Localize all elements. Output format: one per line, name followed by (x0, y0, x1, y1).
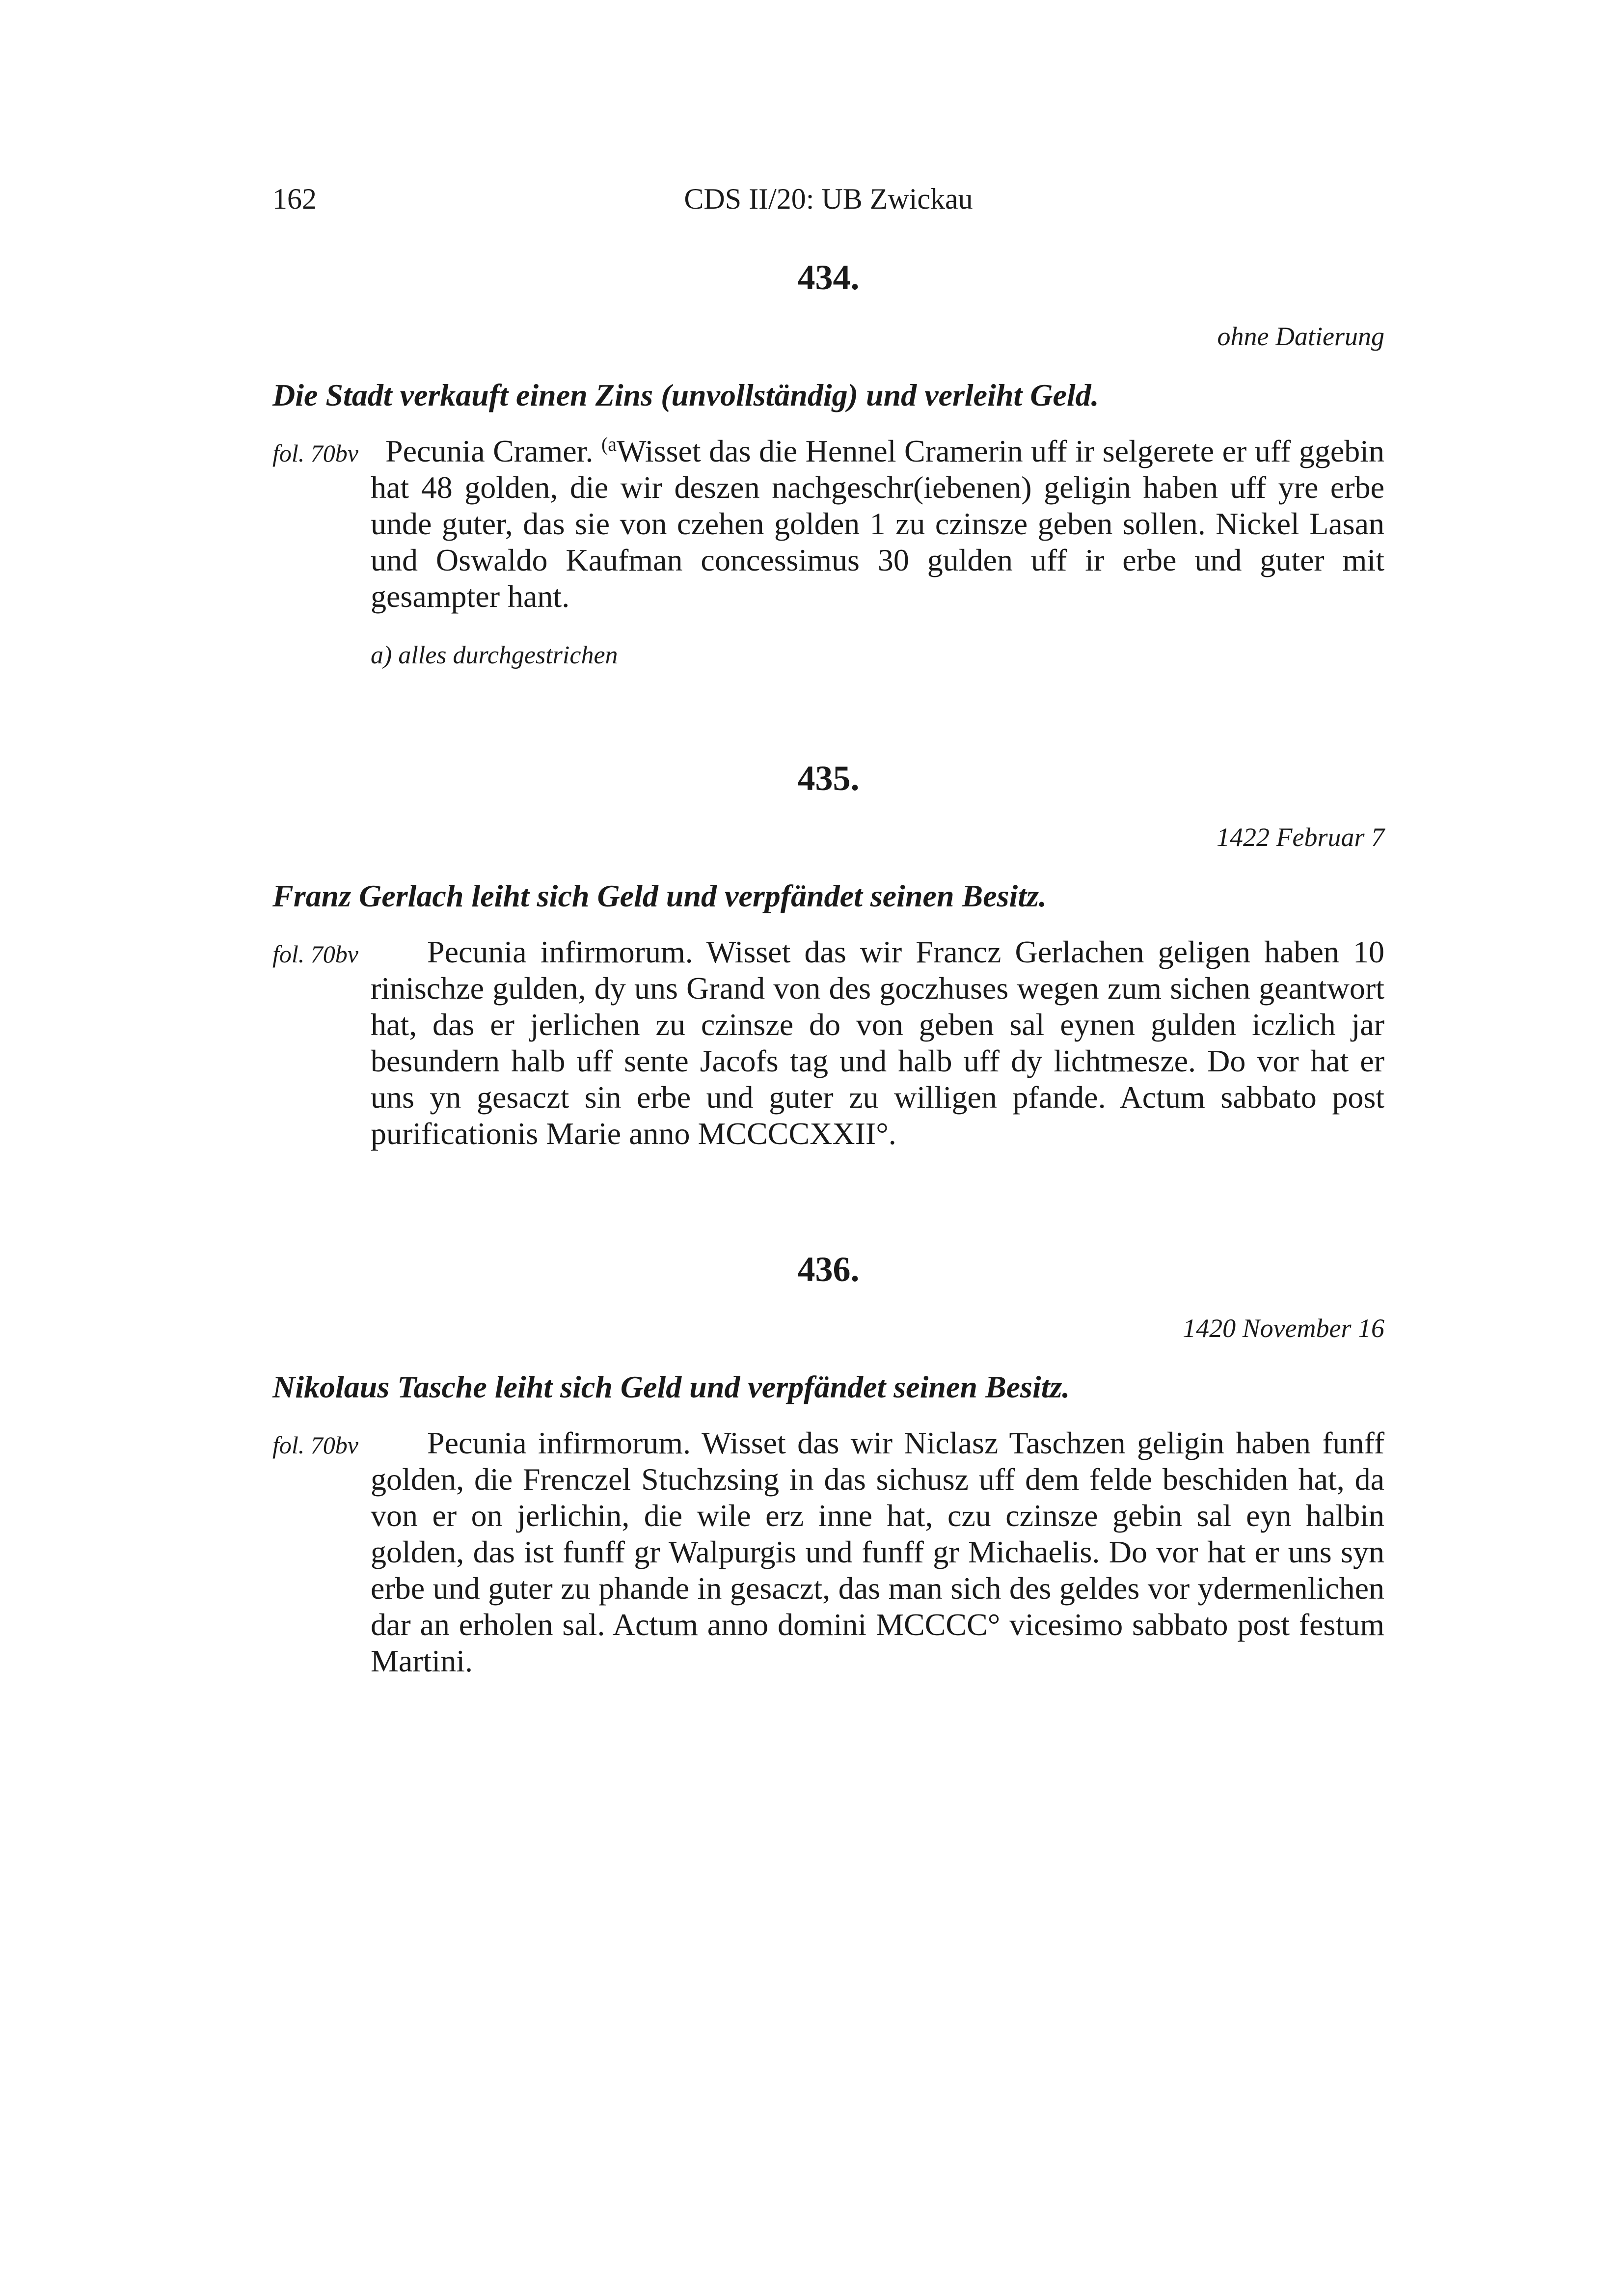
page-number: 162 (272, 183, 317, 215)
document-number: 434. (797, 258, 860, 297)
running-title: CDS II/20: UB Zwickau (684, 183, 973, 215)
folio-reference: fol. 70bv (272, 940, 358, 968)
document-main-text: Pecunia infirmorum. Wisset das wir Niclasz Taschzen geligin haben funff golden, die Frenczel Stuchzsing in das sichusz uff dem felde beschiden hat, da von er on jerlichin, die wile erz inne hat, czu czinsze gebin sal eyn halbin golden, das ist funff gr Walpurgis und funff gr Michaelis. Do vor hat er uns syn erbe und guter zu phande in gesaczt, das man sich des geldes vor ydermenlichen dar an erholen sal. Actum anno domini MCCCC° vicesimo sabbato post festum Martini. (371, 1425, 1384, 1678)
document-lead: Pecunia Cramer. (385, 434, 594, 468)
document-date: 1422 Februar 7 (1217, 822, 1384, 852)
folio-reference: fol. 70bv (272, 1431, 358, 1459)
document-date: ohne Datierung (1217, 322, 1384, 351)
document-number: 435. (797, 759, 860, 798)
document-text (371, 433, 1384, 615)
document-entry-435 (272, 746, 1384, 1188)
document-number: 436. (797, 1250, 860, 1289)
footnote-marker: (a (601, 433, 617, 455)
document-entry-434 (272, 246, 1384, 687)
document-date: 1420 November 16 (1183, 1313, 1384, 1343)
document-main-text: Pecunia infirmorum. Wisset das wir Francz Gerlachen geligen haben 10 rinischze gulden, dy uns Grand von des goczhuses wegen zum sichen geantwort hat, das er jerlichen zu czinsze do von geben sal eynen gulden iczlich jar besundern halb uff sente Jacofs tag und halb uff dy lichtmesze. Do vor hat er uns yn gesaczt sin erbe und guter zu willigen pfande. Actum sabbato post purificationis Marie anno MCCCCXXII°. (371, 934, 1384, 1151)
document-heading: Nikolaus Tasche leiht sich Geld und verpfändet seinen Besitz. (272, 1369, 1070, 1404)
document-body (272, 433, 1384, 615)
document-body (272, 934, 1384, 1152)
document-entry-436 (272, 1237, 1384, 1728)
document-main-text: Wisset das die Hennel Cramerin uff ir selgerete er uff ggebin hat 48 golden, die wir deszen nachgeschr(iebenen) geligin haben uff yre erbe unde guter, das sie von czehen golden 1 zu czinsze geben sollen. Nickel Lasan und Oswaldo Kaufman concessimus 30 gulden uff ir erbe und guter mit gesampter hant. (371, 434, 1385, 614)
running-head (272, 177, 1384, 221)
document-heading: Die Stadt verkauft einen Zins (unvollständig) und verleiht Geld. (272, 378, 1099, 412)
document-heading: Franz Gerlach leiht sich Geld und verpfändet seinen Besitz. (272, 878, 1047, 913)
footnote: a) alles durchgestrichen (371, 641, 618, 669)
document-body (272, 1425, 1384, 1679)
folio-reference: fol. 70bv (272, 439, 358, 467)
